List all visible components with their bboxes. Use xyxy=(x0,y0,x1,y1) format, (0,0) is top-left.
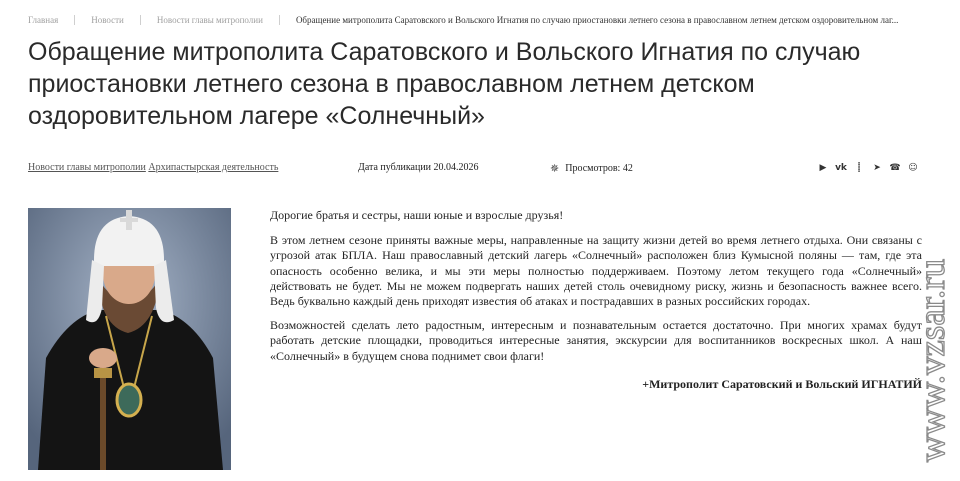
staff-grip xyxy=(94,368,112,378)
breadcrumb-separator xyxy=(140,15,141,25)
article-paragraph-2: Возможностей сделать лето радостным, интересным и познавательным остается достаточно. При многих храмах будут работать детские площадки, проводиться интересные занятия, экскурсии для воспитанников воскресных школ. А наш «Солнечный» в будущем снова поднимет свои флаги! xyxy=(270,318,922,363)
vk-icon[interactable]: vk xyxy=(835,163,847,173)
site-watermark xyxy=(908,140,958,470)
odnoklassniki-icon[interactable]: ⸽ xyxy=(857,163,861,173)
category-link-archpastoral[interactable]: Архипастырская деятельность xyxy=(148,162,279,173)
breadcrumb xyxy=(28,13,928,27)
category-links xyxy=(28,162,278,173)
article-greeting: Дорогие братья и сестры, наши юные и взрослые друзья! xyxy=(270,208,564,222)
telegram-icon[interactable]: ➤ xyxy=(873,163,881,173)
page-title: Обращение митрополита Саратовского и Вольского Игнатия по случаю приостановки летнего сезона в православном летнем детском оздоровительном лагере «Солнечный» xyxy=(28,38,861,130)
whatsapp-icon[interactable]: ☎ xyxy=(889,163,901,173)
breadcrumb-metropolia-news[interactable]: Новости главы митрополии xyxy=(156,15,263,25)
views-label: Просмотров: 42 xyxy=(565,163,633,174)
moimir-icon[interactable]: ☺ xyxy=(908,163,918,173)
category-link-metropolia-news[interactable]: Новости главы митрополии xyxy=(28,162,146,173)
breadcrumb-home[interactable]: Главная xyxy=(28,15,59,25)
publication-date: Дата публикации 20.04.2026 xyxy=(358,162,479,173)
breadcrumb-news[interactable]: Новости xyxy=(91,15,124,25)
hands xyxy=(89,348,117,368)
eye-icon: ✵ xyxy=(550,163,560,175)
breadcrumb-separator xyxy=(74,15,75,25)
breadcrumb-current: Обращение митрополита Саратовского и Вольского Игнатия по случаю приостановки летнего сезона в православном летнем детском оздоровительном лаг... xyxy=(295,15,899,25)
article-paragraph-1: В этом летнем сезоне приняты важные меры, направленные на защиту жизни детей во время летнего отдыха. Они связаны с угрозой атак БПЛА. Наш православный детский лагерь «Солнечный» расположен близ Кумысной поляны — там, где эта опасность особенно велика, и мы эти меры полностью поддерживаем. Поэтому летом текущего года «Солнечный» действовать не будет. Мы не можем подвергать наших детей столь очевидному риску, жизнь и безопасность важнее всего. Ведь буквально каждый день приходят известия об атаках и пострадавших в разных российских городах. xyxy=(270,233,922,309)
article-body xyxy=(270,208,922,401)
panagia xyxy=(117,384,141,416)
breadcrumb-separator xyxy=(279,15,280,25)
article-signature: +Митрополит Саратовский и Вольский ИГНАТИЙ xyxy=(642,376,922,391)
portrait-illustration xyxy=(28,208,231,470)
watermark-text: www.vzsar.ru xyxy=(912,258,953,462)
metropolitan-photo xyxy=(28,208,231,470)
ok-icon[interactable]: ▶ xyxy=(819,163,827,173)
views-counter xyxy=(550,162,633,175)
article-meta xyxy=(28,162,928,176)
